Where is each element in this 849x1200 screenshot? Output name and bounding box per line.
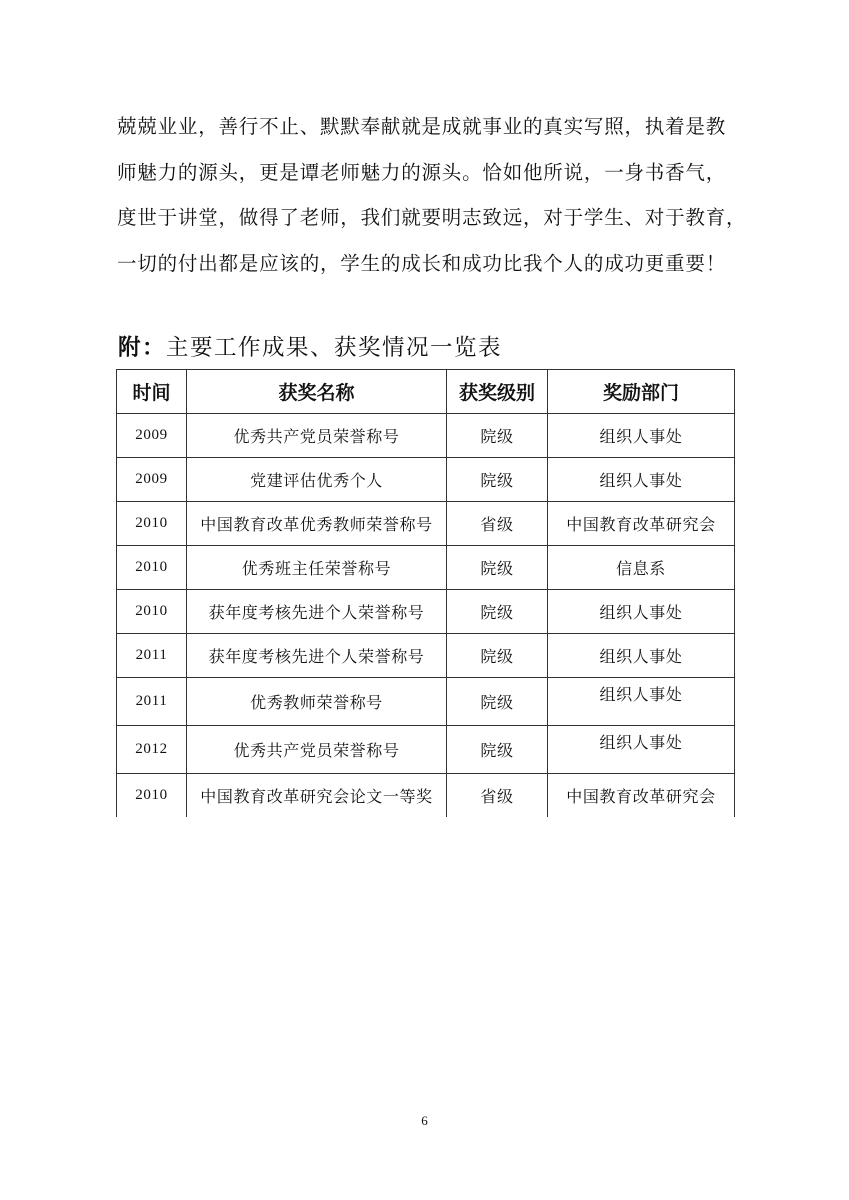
appendix-title: 主要工作成果、获奖情况一览表: [166, 335, 503, 361]
cell-award-dept: 中国教育改革研究会: [548, 502, 735, 546]
cell-year: 2011: [117, 634, 187, 678]
cell-award-level: 省级: [447, 774, 548, 818]
cell-award-name: 中国教育改革研究会论文一等奖: [187, 774, 447, 818]
table-row: [117, 634, 735, 678]
header-award-name: 获奖名称: [187, 370, 447, 414]
cell-award-level: 省级: [447, 502, 548, 546]
table-row: [117, 414, 735, 458]
cell-award-level: 院级: [447, 414, 548, 458]
paragraph-line: 师魅力的源头，更是谭老师魅力的源头。恰如他所说，一身书香气，: [117, 160, 727, 184]
cell-award-name: 优秀共产党员荣誉称号: [187, 726, 447, 774]
cell-award-dept: 组织人事处: [548, 414, 735, 458]
cell-year: 2011: [117, 678, 187, 726]
cell-award-name: 获年度考核先进个人荣誉称号: [187, 634, 447, 678]
cell-award-level: 院级: [447, 634, 548, 678]
cell-award-name: 优秀教师荣誉称号: [187, 678, 447, 726]
table-row: [117, 546, 735, 590]
cell-award-dept: 组织人事处: [548, 590, 735, 634]
cell-award-dept: 中国教育改革研究会: [548, 774, 735, 818]
table-row: [117, 726, 735, 774]
cell-award-level: 院级: [447, 726, 548, 774]
paragraph-line: 兢兢业业，善行不止、默默奉献就是成就事业的真实写照，执着是教: [117, 115, 727, 138]
appendix-prefix: 附：: [118, 335, 167, 361]
cell-award-level: 院级: [447, 590, 548, 634]
table-row: [117, 502, 735, 546]
header-award-dept: 奖励部门: [548, 370, 735, 414]
cell-award-dept: 组织人事处: [548, 634, 735, 678]
cell-year: 2010: [117, 774, 187, 818]
cell-award-level: 院级: [447, 678, 548, 726]
cell-award-name: 获年度考核先进个人荣誉称号: [187, 590, 447, 634]
table-row: [117, 590, 735, 634]
cell-year: 2009: [117, 458, 187, 502]
cell-award-name: 优秀共产党员荣誉称号: [187, 414, 447, 458]
cell-award-dept: 组织人事处: [548, 458, 735, 502]
cell-award-name: 党建评估优秀个人: [187, 458, 447, 502]
header-time: 时间: [117, 370, 187, 414]
cell-award-dept: 组织人事处: [548, 678, 735, 726]
cell-year: 2010: [117, 546, 187, 590]
cell-year: 2010: [117, 590, 187, 634]
cell-award-level: 院级: [447, 546, 548, 590]
cell-award-dept: 组织人事处: [548, 726, 735, 774]
table-row: [117, 774, 735, 818]
paragraph-line: 度世于讲堂，做得了老师，我们就要明志致远，对于学生、对于教育，: [117, 206, 747, 229]
cell-award-name: 中国教育改革优秀教师荣誉称号: [187, 502, 447, 546]
table-row: [117, 678, 735, 726]
awards-table: [116, 369, 735, 817]
cell-year: 2009: [117, 414, 187, 458]
page-number: 6: [421, 1113, 428, 1128]
cell-award-dept: 信息系: [548, 546, 735, 590]
paragraph-line: 一切的付出都是应该的，学生的成长和成功比我个人的成功更重要！: [117, 251, 727, 275]
body-paragraph: [117, 104, 747, 286]
header-award-level: 获奖级别: [447, 370, 548, 414]
cell-award-name: 优秀班主任荣誉称号: [187, 546, 447, 590]
table-row: [117, 458, 735, 502]
appendix-heading: [118, 330, 502, 362]
cell-year: 2010: [117, 502, 187, 546]
table-header-row: [117, 370, 735, 414]
cell-year: 2012: [117, 726, 187, 774]
cell-award-level: 院级: [447, 458, 548, 502]
